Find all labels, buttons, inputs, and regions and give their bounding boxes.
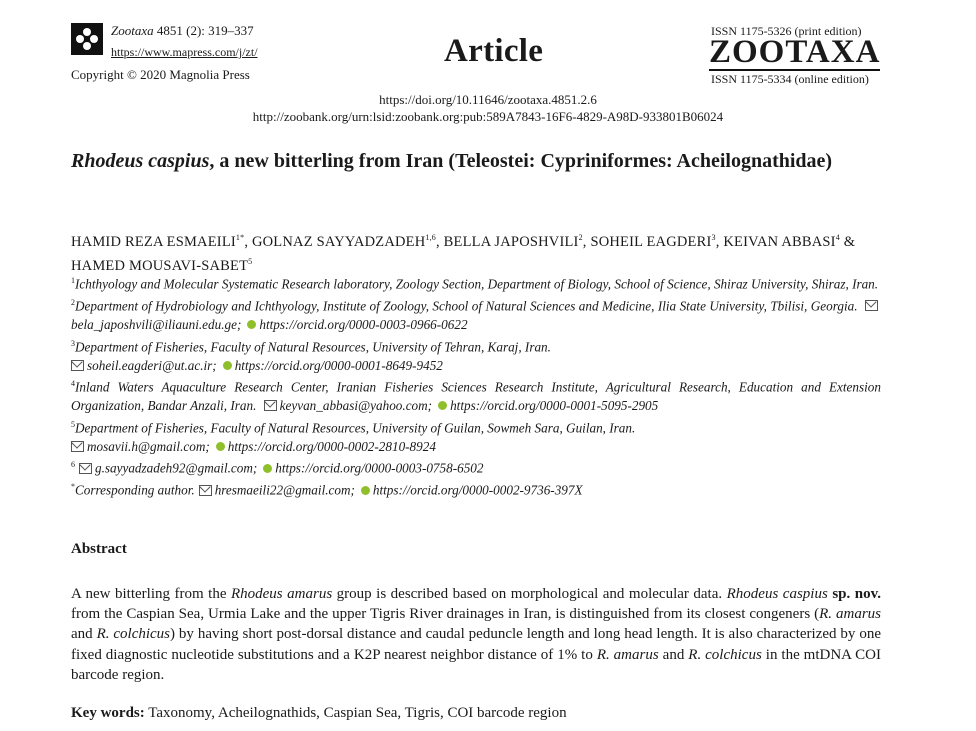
journal-name: Zootaxa (111, 23, 154, 38)
email-link[interactable]: soheil.eagderi@ut.ac.ir; (87, 357, 217, 373)
author-separator: , (715, 233, 724, 250)
keywords-text: Taxonomy, Acheilognathids, Caspian Sea, Tigris, COI barcode region (144, 705, 567, 721)
author-sup: 5 (248, 256, 253, 266)
affiliation-5 (71, 416, 881, 457)
affiliation-sup: * (71, 482, 75, 492)
affiliation-text: Department of Hydrobiology and Ichthyology, Institute of Zoology, School of Natural Sciences and Medicine, Ilia State University, Tbilisi, Georgia. (75, 298, 858, 314)
orcid-link[interactable]: https://orcid.org/0000-0002-9736-397X (372, 482, 583, 498)
author-name: HAMID REZA ESMAEILI (71, 233, 236, 250)
orcid-link[interactable]: https://orcid.org/0000-0003-0966-0622 (259, 316, 468, 332)
orcid-icon (223, 361, 232, 370)
author-separator: , (436, 233, 444, 250)
orcid-icon (361, 486, 370, 495)
abstract-bold: sp. nov. (827, 586, 882, 602)
issn-print: ISSN 1175-5326 (print edition) (711, 24, 862, 38)
author-name: KEIVAN ABBASI (723, 233, 836, 250)
affiliation-2 (71, 294, 881, 335)
journal-citation (111, 23, 254, 39)
affiliation-sup: 5 (71, 419, 75, 429)
affiliation-corresponding (71, 478, 881, 500)
email-link[interactable]: hresmaeili22@gmail.com; (214, 482, 355, 498)
email-icon (865, 300, 878, 311)
abstract-text: A new bitterling from the (71, 586, 231, 602)
journal-logo-wordmark: ZOOTAXA (709, 34, 881, 70)
doi-link[interactable]: https://doi.org/10.11646/zootaxa.4851.2.6 (379, 92, 597, 107)
email-link[interactable]: keyvan_abbasi@yahoo.com; (279, 398, 433, 414)
email-icon (71, 441, 84, 452)
email-link[interactable]: bela_japoshvili@iliauni.edu.ge; (71, 316, 242, 332)
email-icon (199, 485, 212, 496)
zoobank-link[interactable]: http://zoobank.org/urn:lsid:zoobank.org:pub:589A7843-16F6-4829-A98D-933801B06024 (252, 109, 724, 124)
orcid-link[interactable]: https://orcid.org/0000-0003-0758-6502 (275, 460, 484, 476)
flower-logo-icon (74, 26, 100, 52)
affiliation-1 (71, 272, 881, 294)
abstract-italic: Rhodeus amarus (230, 586, 333, 602)
email-icon (79, 463, 92, 474)
abstract-italic: R. colchicus (96, 626, 171, 643)
abstract-body (71, 584, 881, 685)
author-name: HAMED MOUSAVI-SABET (71, 257, 249, 274)
author-sup: 1,6 (425, 233, 437, 242)
affiliations (71, 272, 881, 500)
orcid-icon (247, 320, 256, 329)
issn-online: ISSN 1175-5334 (online edition) (711, 72, 869, 86)
copyright: Copyright © 2020 Magnolia Press (71, 67, 250, 82)
title-rest: , a new bitterling from Iran (Teleostei: Cypriniformes: Acheilognathidae) (209, 150, 833, 172)
author-separator: , (244, 233, 252, 250)
abstract-text: from the Caspian Sea, Urmia Lake and the upper Tigris River drainages in Iran, is distinguished from its closest congeners ( (71, 606, 820, 623)
affiliation-sup: 2 (71, 297, 75, 307)
orcid-icon (216, 442, 225, 451)
abstract-italic: R. colchicus (688, 646, 762, 663)
author-name: SOHEIL EAGDERI (590, 233, 712, 250)
title-species: Rhodeus caspius (71, 150, 210, 172)
author-separator: & (839, 233, 856, 250)
affiliation-text: Ichthyology and Molecular Systematic Research laboratory, Zoology Section, Department of Biology, School of Science, Shiraz University, Shiraz, Iran. (75, 276, 879, 292)
article-label: Article (444, 33, 544, 69)
affiliation-sup: 3 (71, 338, 75, 348)
email-link[interactable]: g.sayyadzadeh92@gmail.com; (95, 460, 258, 476)
author-sup: 1* (235, 233, 245, 242)
keywords (71, 705, 881, 722)
author-sup: 4 (835, 233, 840, 242)
author-sup: 3 (711, 233, 716, 242)
author-name: BELLA JAPOSHVILI (443, 233, 579, 250)
orcid-link[interactable]: https://orcid.org/0000-0001-8649-9452 (234, 357, 443, 373)
abstract-heading: Abstract (71, 541, 127, 557)
affiliation-3 (71, 335, 881, 376)
affiliation-sup: 6 (71, 460, 75, 470)
publisher-logo (71, 23, 103, 55)
affiliation-text: Department of Fisheries, Faculty of Natural Resources, University of Tehran, Karaj, Iran. (75, 338, 551, 354)
affiliation-text: Inland Waters Aquaculture Research Center, Iranian Fisheries Sciences Research Institute, Agricultural Research, Education and Extension Organization, Bandar Anzali, Iran. (71, 379, 881, 414)
author-list (71, 228, 881, 276)
orcid-icon (263, 464, 272, 473)
author-name: GOLNAZ SAYYADZADEH (251, 233, 426, 250)
affiliation-4 (71, 375, 881, 416)
email-icon (264, 400, 277, 411)
abstract-text: and (658, 646, 689, 663)
abstract-text: ) by having short post-dorsal distance and caudal peduncle length and long head length. It is also characterized by one fixed diagnostic nucleotide substitutions and a K2P nearest neighbor distance of 1% to (71, 626, 881, 663)
orcid-link[interactable]: https://orcid.org/0000-0002-2810-8924 (227, 438, 436, 454)
affiliation-6 (71, 456, 881, 478)
journal-url-link[interactable]: https://www.mapress.com/j/zt/ (111, 45, 258, 59)
orcid-icon (438, 401, 447, 410)
volume-issue-pages: 4851 (2): 319–337 (156, 23, 254, 38)
affiliation-sup: 4 (71, 379, 75, 389)
email-icon (71, 360, 84, 371)
author-separator: , (582, 233, 591, 250)
orcid-link[interactable]: https://orcid.org/0000-0001-5095-2905 (450, 398, 659, 414)
abstract-text: and (71, 626, 97, 643)
paper-title (71, 148, 881, 174)
abstract-italic: R. amarus (819, 606, 882, 623)
author-sup: 2 (578, 233, 583, 242)
email-link[interactable]: mosavii.h@gmail.com; (87, 438, 210, 454)
abstract-text: group is described based on morphological and molecular data. (332, 586, 727, 602)
abstract-italic: Rhodeus caspius (726, 586, 828, 602)
affiliation-text: Department of Fisheries, Faculty of Natural Resources, University of Guilan, Sowmeh Sara, Guilan, Iran. (75, 420, 636, 436)
abstract-text: in the mtDNA COI barcode region. (71, 646, 881, 683)
affiliation-sup: 1 (71, 276, 75, 285)
keywords-label: Key words: (71, 705, 145, 721)
abstract-italic: R. amarus (596, 646, 659, 663)
affiliation-text: Corresponding author. (75, 482, 195, 498)
